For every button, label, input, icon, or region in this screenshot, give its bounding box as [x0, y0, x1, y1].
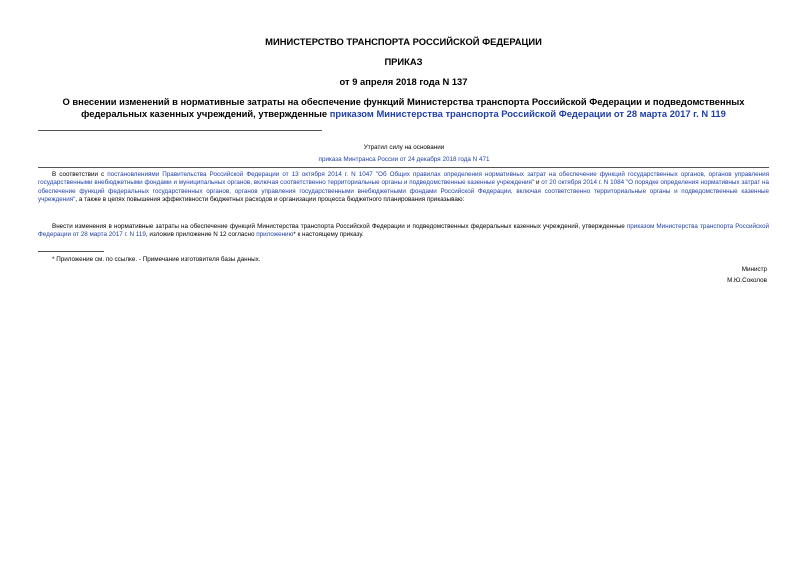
paragraph-text: В соответствии с — [52, 171, 108, 178]
footnote: * Приложение см. по ссылке. - Примечание изготовителя базы данных. — [52, 256, 261, 263]
resolution-1084-link[interactable]: от 20 октября 2014 г. N 1084 "О порядке определения нормативных затрат на обеспечение функций федеральных государственных органов, органов управления государственными внебюджетными фондами Российской Федерации, включая соответственно территориальные органы и подведомственные казенные учреждения" — [38, 179, 769, 204]
divider — [38, 167, 769, 168]
doc-type-heading: ПРИКАЗ — [384, 56, 423, 67]
paragraph-text: , а также в целях повышения эффективности бюджетных расходов и организации процесса бюджетного планирования приказываю: — [75, 196, 465, 204]
order-119-link[interactable]: приказом Министерства транспорта Российской Федерации от 28 марта 2017 г. N 119 — [38, 223, 769, 239]
footnote-divider — [38, 251, 104, 252]
doc-title-link[interactable]: приказом Министерства транспорта Российской Федерации от 28 марта 2017 г. N 119 — [329, 108, 726, 119]
signature-position: Министр — [741, 266, 767, 273]
paragraph-order — [38, 223, 769, 240]
divider — [38, 130, 322, 131]
paragraph-text: Внести изменения в нормативные затраты на обеспечение функций Министерства транспорта Российской Федерации и подведомственных федеральных казенных учреждений, утвержденные — [52, 223, 627, 230]
doc-title-text: О внесении изменений в нормативные затраты на обеспечение функций Министерства транспорта Российской Федерации и подведомственных федеральных казенных учреждений, утвержденные — [62, 96, 745, 119]
signature-name: М.Ю.Соколов — [727, 277, 767, 284]
ministry-heading: МИНИСТЕРСТВО ТРАНСПОРТА РОССИЙСКОЙ ФЕДЕРАЦИИ — [265, 36, 542, 47]
doc-date-number: от 9 апреля 2018 года N 137 — [339, 76, 468, 87]
lapsed-notice-text: Утратил силу на основании — [363, 144, 445, 151]
lapsed-notice-link[interactable]: приказа Минтранса России от 24 декабря 2018 года N 471 — [318, 156, 490, 163]
resolution-1047-link[interactable]: постановлениями Правительства Российской Федерации от 13 октября 2014 г. N 1047 "Об Общих правилах определения нормативных затрат на обеспечение функций государственных органов, органов управления государственными внебюджетными фондами и муниципальных органов, включая соответственно территориальные органы и подведомственные казенные учреждения" — [38, 171, 769, 187]
appendix-link[interactable]: приложению — [256, 231, 294, 239]
paragraph-text: * к настоящему приказу. — [293, 231, 364, 239]
lapsed-notice — [0, 143, 780, 164]
paragraph-text: , изложив приложение N 12 согласно — [145, 231, 257, 239]
paragraph-basis — [38, 171, 769, 205]
paragraph-text: и — [534, 179, 542, 187]
doc-title — [40, 96, 767, 120]
